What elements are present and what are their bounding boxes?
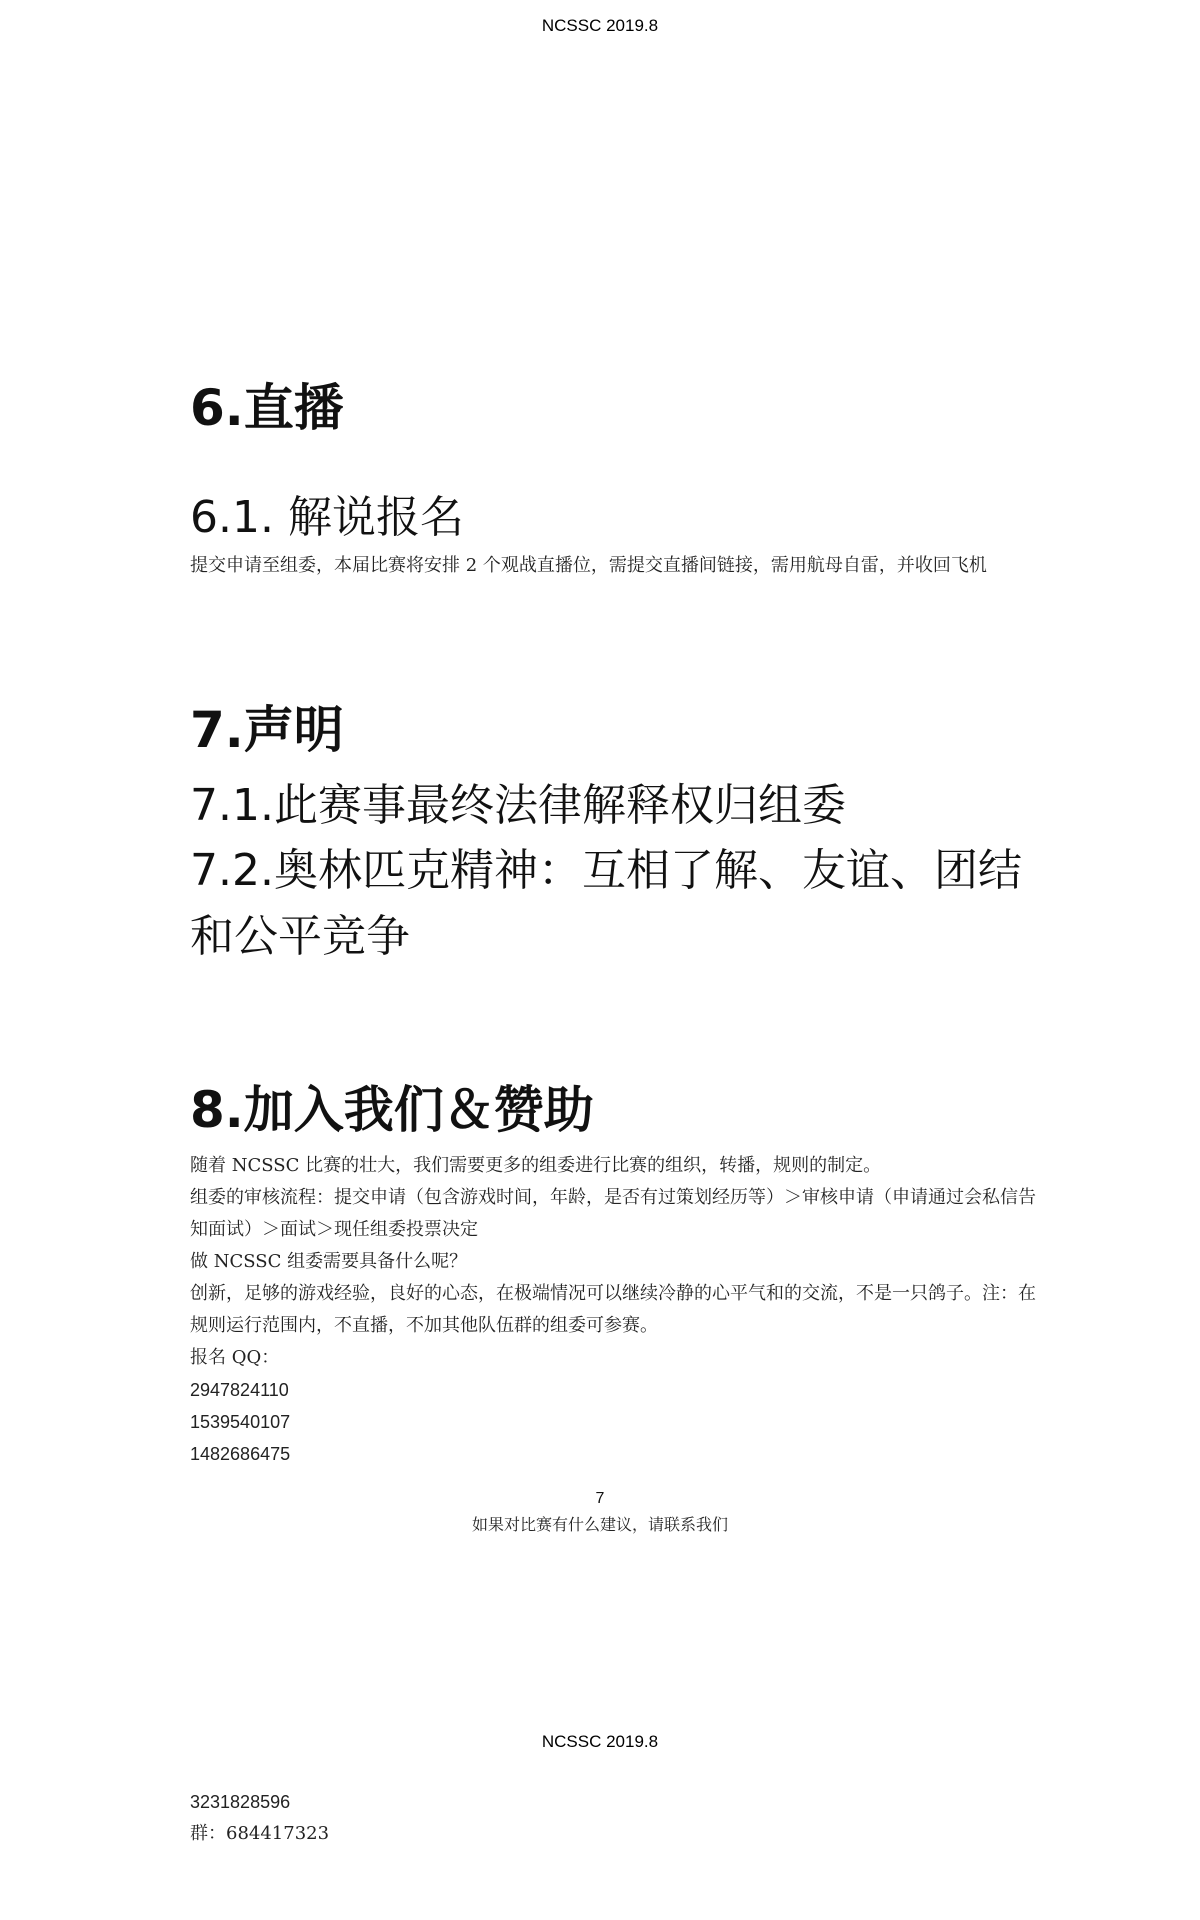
qq-number: 3231828596	[190, 1792, 291, 1812]
section-8-line: 做 NCSSC 组委需要具备什么呢？	[190, 1251, 468, 1272]
section-6-heading: 6.直播	[190, 379, 344, 437]
section-8-heading: 8.加入我们＆赞助	[190, 1081, 594, 1139]
qq-number: 2947824110	[190, 1380, 289, 1400]
group-number: 群：684417323	[190, 1823, 330, 1844]
qq-number: 1539540107	[190, 1412, 291, 1432]
section-6-1-heading: 6.1. 解说报名	[190, 492, 464, 543]
page-number: 7	[595, 1490, 605, 1507]
running-header: NCSSC 2019.8	[541, 1732, 659, 1751]
section-8-line: 随着 NCSSC 比赛的壮大，我们需要更多的组委进行比赛的组织，转播，规则的制定。	[190, 1155, 882, 1176]
section-7-1-item: 7.1.此赛事最终法律解释权归组委	[190, 780, 846, 831]
section-7-2-item: 7.2.奥林匹克精神：互相了解、友谊、团结和公平竞争	[190, 845, 1022, 962]
section-8-line: 创新，足够的游戏经验，良好的心态，在极端情况可以继续冷静的心平气和的交流，不是一只鸽子。注：在规则运行范围内，不直播，不加其他队伍群的组委可参赛。	[190, 1283, 1036, 1336]
signup-qq-label: 报名 QQ：	[190, 1347, 280, 1368]
section-7-heading: 7.声明	[190, 701, 344, 759]
footer-note: 如果对比赛有什么建议，请联系我们	[471, 1515, 728, 1534]
qq-number: 1482686475	[190, 1444, 291, 1464]
section-8-line: 组委的审核流程：提交申请（包含游戏时间，年龄，是否有过策划经历等）＞审核申请（申请通过会私信告知面试）＞面试＞现任组委投票决定	[190, 1187, 1036, 1240]
running-header: NCSSC 2019.8	[541, 16, 659, 35]
section-6-1-text: 提交申请至组委，本届比赛将安排 2 个观战直播位，需提交直播间链接，需用航母自雷，并收回飞机	[190, 555, 987, 576]
